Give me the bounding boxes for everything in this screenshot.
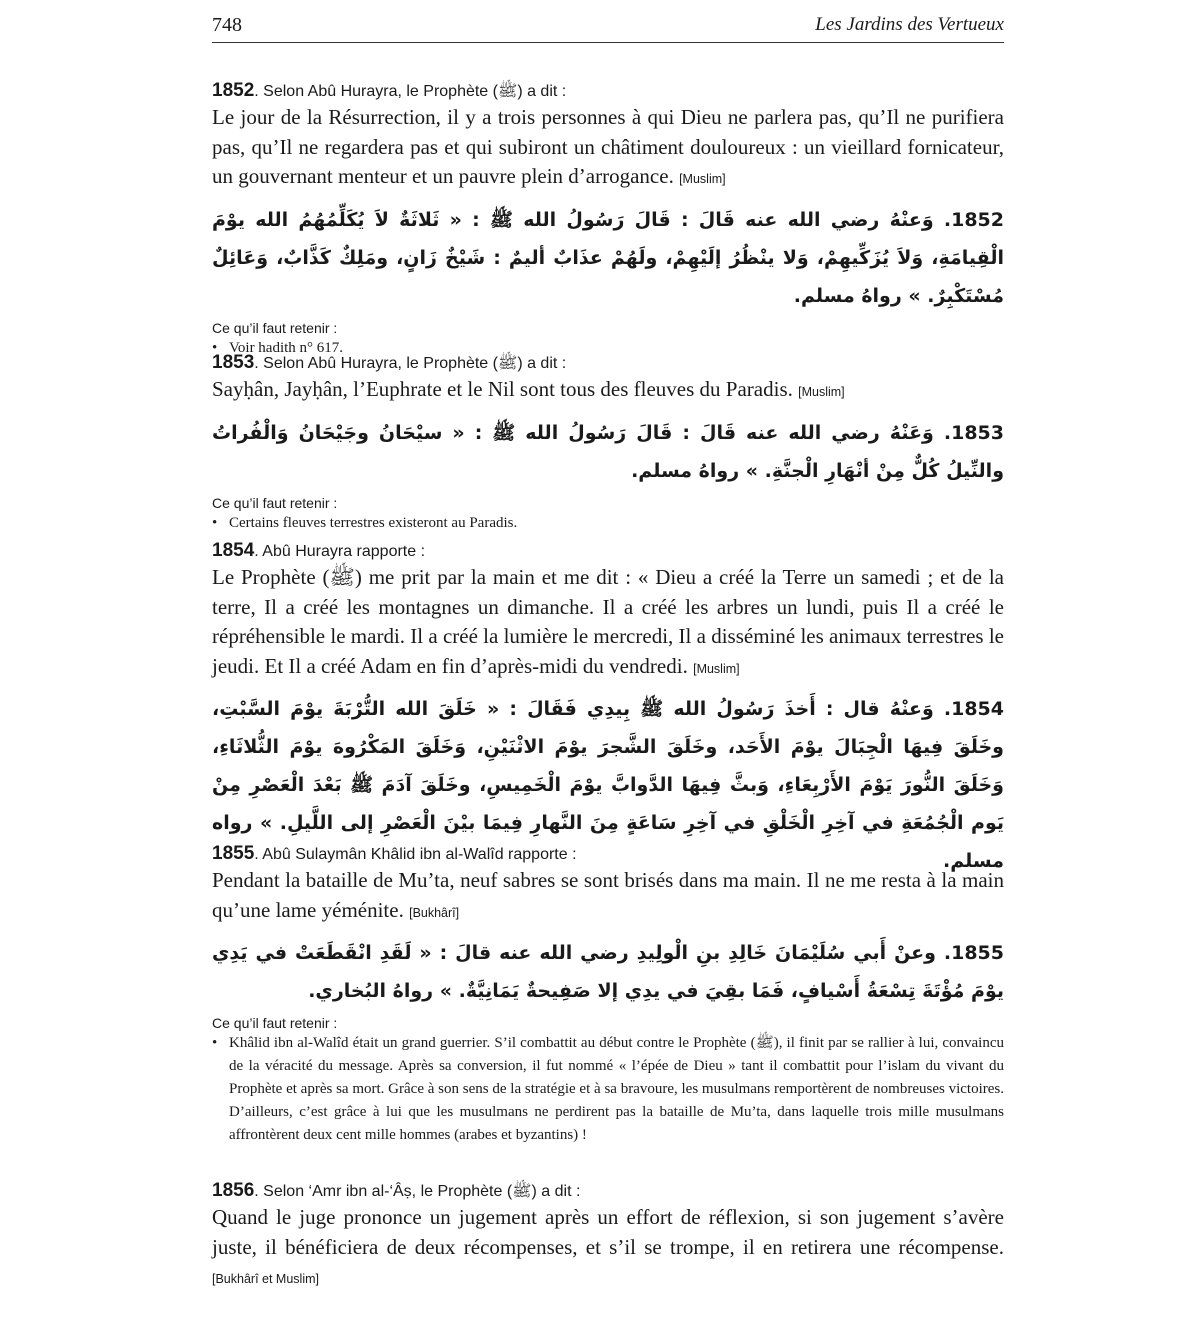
bullet-icon: • — [212, 339, 218, 356]
note-item — [212, 512, 1004, 535]
note-text: Khâlid ibn al-Walîd était un grand guerrier. S’il combattit au début contre le Prophète (ﷺ), il finit par se rallier à lui, convaincu de la véracité du message. Après sa conversion, il fut nommé « l’épée de Dieu » tant il combattit pour l’islam du vivant du Prophète et après sa mort. Grâce à son sens de la stratégie et à sa bravoure, les musulmans remportèrent de nombreuses victoires. D’ailleurs, c’est grâce à lui que les musulmans ne perdirent pas la bataille de Mu’ta, dans laquelle trois mille musulmans affrontèrent deux cent mille hommes (arabes et byzantins) ! — [229, 1035, 1004, 1143]
source-reference: [Muslim] — [798, 385, 845, 399]
retenir-label: Ce qu’il faut retenir : — [212, 494, 338, 511]
hadith-heading — [212, 352, 1004, 375]
hadith-heading — [212, 80, 1004, 103]
hadith-intro: . Selon Abû Hurayra, le Prophète (ﷺ) a dit : — [254, 355, 567, 372]
hadith-number: 1855 — [212, 843, 255, 864]
hadith-intro: . Abû Hurayra rapporte : — [254, 543, 426, 560]
running-header — [212, 14, 1004, 43]
hadith-1852 — [212, 80, 1004, 360]
arabic-text: 1853. وَعَنْهُ رضي الله عنه قَالَ : قَالَ رَسُولُ الله ﷺ : « سيْحَانُ وجَيْحَانُ وَالْفُراتُ والنِّيلُ كُلٌّ مِنْ أنْهَارِ الْجنَّةِ. » رواهُ مسلم. — [212, 421, 1004, 482]
french-text: Pendant la bataille de Mu’ta, neuf sabres se sont brisés dans ma main. Il ne me resta à la main qu’une lame yéménite. — [212, 868, 1004, 922]
bullet-icon: • — [212, 514, 218, 531]
source-reference: [Muslim] — [679, 172, 726, 186]
note-item — [212, 1032, 1004, 1147]
retenir-label: Ce qu’il faut retenir : — [212, 1015, 338, 1031]
hadith-1856 — [212, 1180, 1004, 1295]
hadith-number: 1853 — [212, 352, 255, 373]
french-translation — [212, 375, 1004, 408]
french-text: Le Prophète (ﷺ) me prit par la main et me dit : « Dieu a créé la Terre un samedi ; et de la terre, Il a créé les montagnes un dimanche. Il a créé les arbres un lundi, puis Il a créé le répréhensible le mardi. Il a créé la lumière le mercredi, Il a disséminé les animaux terrestres le jeudi. Et Il a créé Adam en fin d’après-midi du vendredi. — [212, 565, 1004, 678]
french-translation — [212, 103, 1004, 195]
hadith-number: 1856 — [212, 1180, 255, 1201]
hadith-1854 — [212, 540, 1004, 880]
retenir-label: Ce qu’il faut retenir : — [212, 319, 338, 336]
arabic-text: 1854. وَعنْهُ قال : أَخذَ رَسُولُ الله ﷺ بِيدِي فَقَالَ : « خَلَقَ الله التُّرْبَةَ يوْمَ السَّبْتِ، وخَلَقَ فِيهَا الْجِبَالَ يوْمَ الأَحَد، وخَلَقَ الشَّجرَ يوْمَ الاثْنَيْنِ، وَخَلَقَ المَكْرُوهَ يوْمَ الثُّلاثَاءِ، وَخَلَقَ النُّورَ يَوْمَ الأَرْبِعَاءِ، وَبثَّ فِيهَا الدَّوابَّ يوْمَ الْخَمِيسِ، وخَلَقَ آدَمَ ﷺ بَعْدَ الْعَصْرِ مِنْ يَوم الْجُمُعَةِ في آخِرِ الْخَلْقِ في آخِرِ سَاعَةٍ مِنَ النَّهارِ فِيمَا بيْنَ الْعَصْرِ إلى اللَّيلِ. » رواه مسلم. — [212, 698, 1004, 872]
hadith-heading — [212, 1180, 1004, 1203]
page-number: 748 — [212, 14, 242, 36]
hadith-1853 — [212, 352, 1004, 535]
hadith-number: 1852 — [212, 80, 255, 101]
arabic-text: 1852. وَعنْهُ رضي الله عنه قَالَ : قَالَ رَسُولُ الله ﷺ : « ثَلاثَةٌ لاَ يُكَلِّمُهُمُ الله يوْمَ الْقِيامَةِ، وَلاَ يُزَكِّيهِمْ، وَلا ينْظُرُ إلَيْهِمْ، ولَهُمْ عذَابٌ أليمٌ : شَيْخٌ زَانٍ، ومَلِكٌ كَذَّابٌ، وَعَائِلٌ مُسْتَكْبِرٌ. » رواهُ مسلم. — [212, 208, 1004, 307]
bullet-icon: • — [212, 1035, 218, 1051]
french-text: Sayḥân, Jayḥân, l’Euphrate et le Nil sont tous des fleuves du Paradis. — [212, 377, 793, 401]
french-translation — [212, 563, 1004, 684]
french-text: Quand le juge prononce un jugement après un effort de réflexion, si son jugement s’avère juste, il bénéficiera de deux récompenses, et s’il se trompe, il en retirera une récompense. — [212, 1205, 1004, 1259]
hadith-intro: . Selon Abû Hurayra, le Prophète (ﷺ) a dit : — [254, 83, 567, 100]
hadith-1855 — [212, 843, 1004, 1147]
source-reference: [Bukhârî] — [409, 905, 460, 920]
french-text: Le jour de la Résurrection, il y a trois personnes à qui Dieu ne parlera pas, qu’Il ne purifiera pas, qu’Il ne regardera pas et qui subiront un châtiment douloureux : un vieillard fornicateur, un gouvernant menteur et un pauvre plein d’arrogance. — [212, 105, 1004, 188]
source-reference: [Bukhârî et Muslim] — [212, 1272, 319, 1286]
arabic-text: 1855. وعنْ أَبي سُلَيْمَانَ خَالِدِ بنِ الْولِيدِ رضي الله عنه قالَ : « لَقَدِ انْقَطَعَتْ في يَدِي يوْمَ مُؤْتَةَ تِسْعَةُ أَسْيافٍ، فَمَا بقِيَ في يدِي إلا صَفِيحةٌ يَمَانِيَّةٌ. » رواهُ البُخاري. — [212, 942, 1004, 1002]
hadith-intro: . Selon ‘Amr ibn al-‘Âṣ, le Prophète (ﷺ) a dit : — [254, 1183, 581, 1200]
french-translation — [212, 1203, 1004, 1295]
note-text: Certains fleuves terrestres existeront au Paradis. — [229, 514, 518, 531]
french-translation — [212, 866, 1004, 928]
book-title: Les Jardins des Vertueux — [815, 14, 1004, 35]
source-reference: [Muslim] — [693, 661, 740, 676]
note-text: Voir hadith n° 617. — [229, 339, 344, 356]
hadith-intro: . Abû Sulaymân Khâlid ibn al-Walîd rapporte : — [254, 846, 577, 863]
hadith-number: 1854 — [212, 540, 255, 561]
hadith-heading — [212, 540, 1004, 563]
hadith-heading — [212, 843, 1004, 866]
